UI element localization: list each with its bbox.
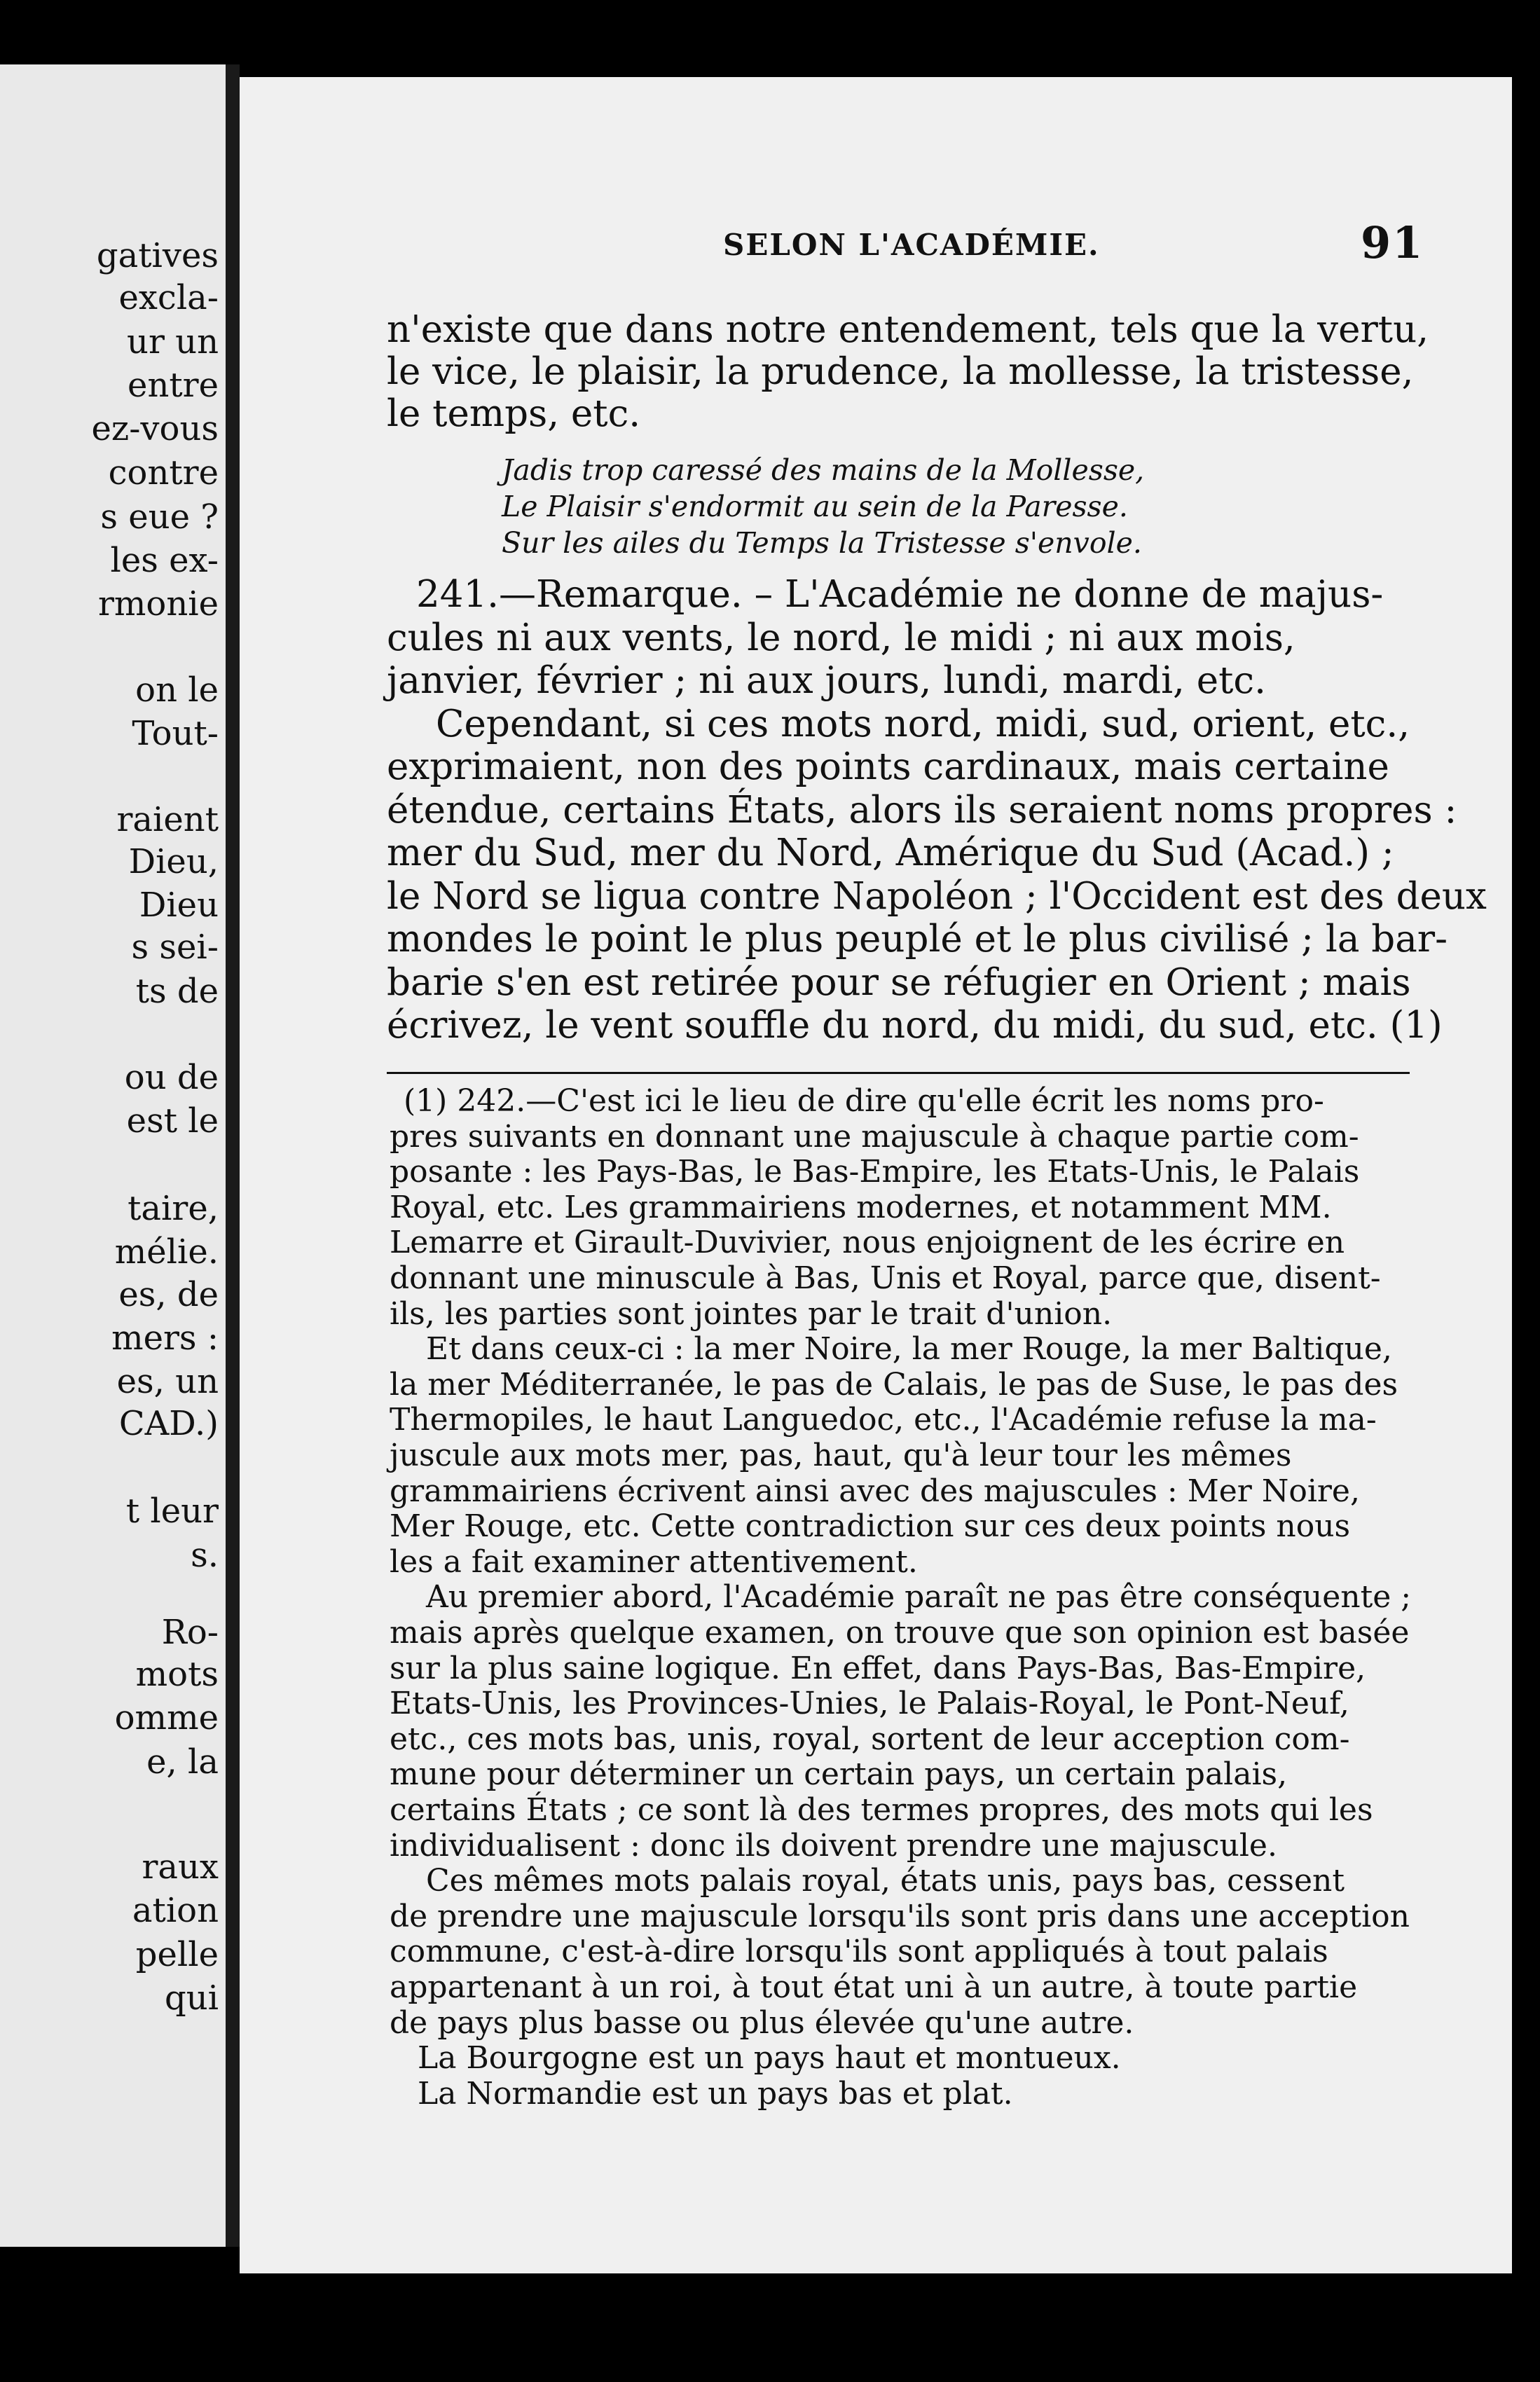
text-line: individualisent : donc ils doivent prendre une majuscule. — [390, 1827, 1277, 1864]
text-line: Royal, etc. Les grammairiens modernes, et notamment MM. — [390, 1189, 1332, 1225]
left-page-line: mélie. — [114, 1232, 219, 1272]
text-line: janvier, février ; ni aux jours, lundi, mardi, etc. — [387, 659, 1266, 702]
text-line: de prendre une majuscule lorsqu'ils sont pris dans une acception — [390, 1898, 1410, 1934]
text-line: La Normandie est un pays bas et plat. — [418, 2075, 1013, 2112]
book-gutter — [226, 64, 240, 2247]
text-line: Cependant, si ces mots nord, midi, sud, orient, etc., — [436, 702, 1410, 745]
text-line: La Bourgogne est un pays haut et montueux. — [418, 2040, 1121, 2077]
text-line: Jadis trop caressé des mains de la Mollesse, — [502, 453, 1145, 487]
left-page-line: e, la — [146, 1742, 219, 1782]
text-line: Lemarre et Girault-Duvivier, nous enjoignent de les écrire en — [390, 1225, 1345, 1261]
left-page-line: gatives — [96, 236, 219, 275]
left-page-line: s sei- — [131, 928, 219, 967]
left-page-line: Tout- — [132, 714, 219, 753]
text-line: Et dans ceux-ci : la mer Noire, la mer Rouge, la mer Baltique, — [426, 1331, 1392, 1368]
text-line: Etats-Unis, les Provinces-Unies, le Palais-Royal, le Pont-Neuf, — [390, 1686, 1349, 1722]
left-page-line: raux — [142, 1847, 219, 1887]
page-number: 91 — [1361, 217, 1424, 268]
text-line: juscule aux mots mer, pas, haut, qu'à leur tour les mêmes — [390, 1438, 1292, 1473]
text-line: la mer Méditerranée, le pas de Calais, le pas de Suse, le pas des — [390, 1366, 1398, 1403]
text-line: pres suivants en donnant une majuscule à chaque partie com- — [390, 1118, 1359, 1155]
text-line: barie s'en est retirée pour se réfugier en Orient ; mais — [387, 961, 1411, 1004]
text-line: Sur les ailes du Temps la Tristesse s'envole. — [502, 526, 1142, 560]
left-page-line: s. — [191, 1536, 219, 1575]
left-page-line: ation — [132, 1891, 219, 1930]
text-line: Mer Rouge, etc. Cette contradiction sur ces deux points nous — [390, 1508, 1351, 1545]
left-page-line: entre — [128, 366, 219, 405]
footnote-rule — [387, 1072, 1410, 1074]
text-line: (1) 242.—C'est ici le lieu de dire qu'elle écrit les noms pro- — [404, 1083, 1324, 1119]
text-line: n'existe que dans notre entendement, tels que la vertu, — [387, 308, 1429, 351]
text-line: donnant une minuscule à Bas, Unis et Royal, parce que, disent- — [390, 1260, 1381, 1296]
left-page-line: rmonie — [97, 584, 219, 624]
text-line: commune, c'est-à-dire lorsqu'ils sont appliqués à tout palais — [390, 1934, 1328, 1970]
text-line: exprimaient, non des points cardinaux, mais certaine — [387, 745, 1389, 788]
left-page-line: taire, — [128, 1189, 219, 1228]
left-page-line: mers : — [111, 1319, 219, 1358]
text-line: sur la plus saine logique. En effet, dans Pays-Bas, Bas-Empire, — [390, 1650, 1366, 1686]
left-page-line: Dieu — [139, 886, 219, 925]
text-line: Le Plaisir s'endormit au sein de la Paresse. — [502, 490, 1128, 523]
text-line: 241.—Remarque. – L'Académie ne donne de majus- — [416, 573, 1384, 616]
left-page-line: omme — [114, 1698, 219, 1737]
text-line: mais après quelque examen, on trouve que son opinion est basée — [390, 1615, 1410, 1651]
text-line: étendue, certains États, alors ils seraient noms propres : — [387, 788, 1457, 832]
left-page-line: contre — [108, 453, 219, 493]
text-line: Thermopiles, le haut Languedoc, etc., l'Académie refuse la ma- — [390, 1402, 1377, 1438]
text-line: mondes le point le plus peuplé et le plus civilisé ; la bar- — [387, 918, 1448, 961]
text-line: de pays plus basse ou plus élevée qu'une autre. — [390, 2004, 1134, 2041]
left-page-line: ur un — [127, 322, 219, 362]
left-page-line: CAD.) — [118, 1404, 219, 1443]
left-page-line: les ex- — [110, 541, 219, 580]
text-line: le temps, etc. — [387, 392, 641, 435]
left-page-line: es, de — [118, 1275, 219, 1314]
left-page-line: Ro- — [161, 1613, 219, 1652]
text-line: posante : les Pays-Bas, le Bas-Empire, les Etats-Unis, le Palais — [390, 1154, 1360, 1190]
left-page-line: s eue ? — [100, 497, 219, 537]
left-page-line: t leur — [125, 1492, 219, 1531]
text-line: Au premier abord, l'Académie paraît ne pas être conséquente ; — [426, 1579, 1412, 1616]
right-page — [240, 77, 1512, 2273]
left-page-line: mots — [135, 1655, 219, 1694]
text-line: mune pour déterminer un certain pays, un certain palais, — [390, 1756, 1288, 1793]
left-page-line: Dieu, — [128, 842, 219, 881]
left-page-line: qui — [165, 1978, 219, 2018]
text-line: écrivez, le vent souffle du nord, du midi, du sud, etc. (1) — [387, 1004, 1443, 1047]
left-page — [0, 64, 226, 2247]
left-page-line: ou de — [124, 1058, 219, 1097]
text-line: mer du Sud, mer du Nord, Amérique du Sud (Acad.) ; — [387, 832, 1394, 874]
text-line: Ces mêmes mots palais royal, états unis, pays bas, cessent — [426, 1863, 1345, 1899]
text-line: le Nord se ligua contre Napoléon ; l'Occident est des deux — [387, 874, 1487, 918]
left-page-line: excla- — [118, 278, 219, 317]
text-line: appartenant à un roi, à tout état uni à un autre, à toute partie — [390, 1969, 1358, 2005]
left-page-line: raient — [116, 800, 219, 839]
text-line: certains États ; ce sont là des termes propres, des mots qui les — [390, 1792, 1373, 1828]
text-line: cules ni aux vents, le nord, le midi ; ni aux mois, — [387, 616, 1295, 659]
left-page-line: ez-vous — [91, 409, 219, 448]
left-page-line: ts de — [135, 972, 219, 1011]
text-line: le vice, le plaisir, la prudence, la mollesse, la tristesse, — [387, 350, 1414, 393]
text-line: etc., ces mots bas, unis, royal, sortent de leur acception com- — [390, 1721, 1350, 1757]
left-page-line: on le — [135, 670, 219, 710]
left-page-line: pelle — [135, 1935, 219, 1974]
text-line: grammairiens écrivent ainsi avec des majuscules : Mer Noire, — [390, 1473, 1360, 1509]
left-page-line: est le — [126, 1101, 219, 1141]
text-line: ils, les parties sont jointes par le trait d'union. — [390, 1295, 1113, 1332]
left-page-line: es, un — [116, 1362, 219, 1401]
running-header: SELON L'ACADÉMIE. — [723, 228, 1100, 262]
text-line: les a fait examiner attentivement. — [390, 1543, 918, 1580]
